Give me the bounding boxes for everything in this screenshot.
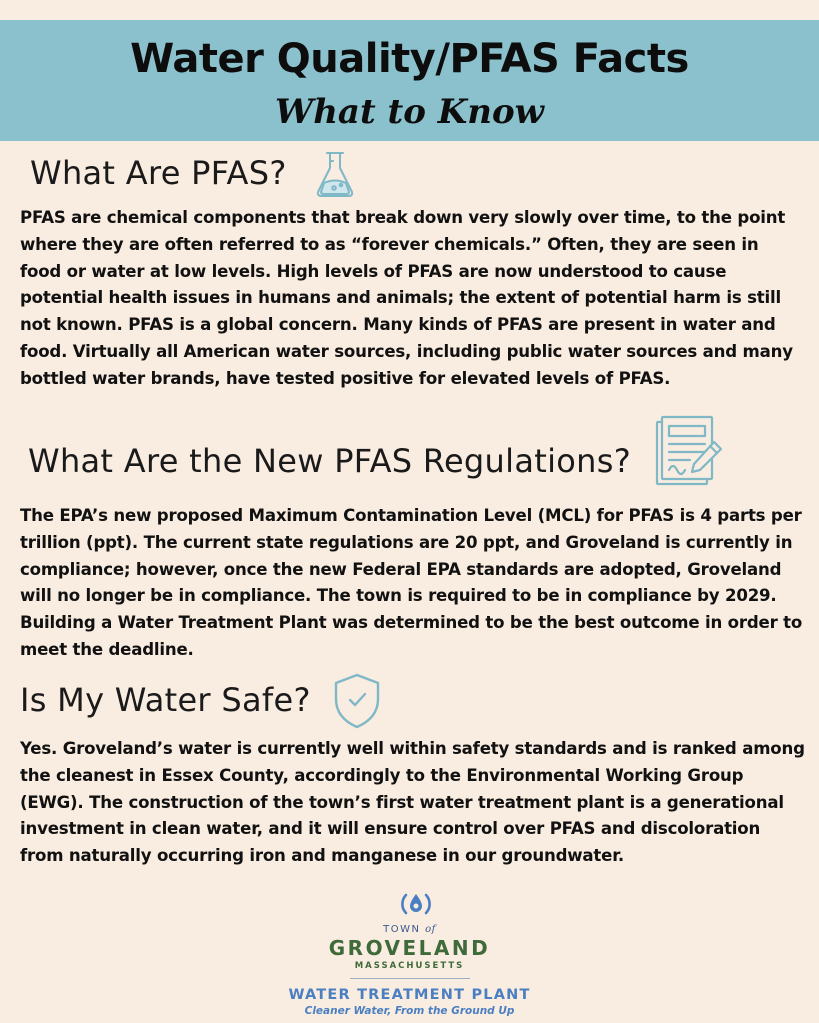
section-heading-what-are-pfas: What Are PFAS? <box>30 154 287 192</box>
water-drop-cycle-icon <box>398 886 434 922</box>
section-body-is-my-water-safe: Yes. Groveland’s water is currently well within safety standards and is ranked among the cleanest in Essex County, accordingly to the Environmental Working Group (EWG). The construction of the town’s first water treatment plant is a generational investment in clean water, and it will ensure control over PFAS and discoloration from naturally occurring iron and manganese in our groundwater. <box>20 739 805 866</box>
page-title: Water Quality/PFAS Facts <box>130 36 689 82</box>
document-pen-icon <box>654 414 726 488</box>
footer-program: WATER TREATMENT PLANT <box>288 987 531 1003</box>
shield-check-icon <box>332 672 382 730</box>
footer-town-prefix: TOWN <box>383 924 421 935</box>
top-strip <box>0 0 819 20</box>
footer-divider <box>350 978 470 979</box>
section-heading-is-my-water-safe: Is My Water Safe? <box>20 681 311 719</box>
section-body-what-are-pfas: PFAS are chemical components that break down very slowly over time, to the point where they are often referred to as “forever chemicals.” Often, they are seen in food or water at low levels. High levels of PFAS are now understood to cause potential health issues in humans and animals; the extent of potential harm is still not known. PFAS is a global concern. Many kinds of PFAS are present in water and food. Virtually all American water sources, including public water sources and many bottled water brands, have tested positive for elevated levels of PFAS. <box>20 208 793 388</box>
page-subtitle: What to Know <box>275 92 544 132</box>
flask-icon <box>314 150 356 200</box>
section-heading-new-regulations: What Are the New PFAS Regulations? <box>28 442 631 480</box>
footer-town-of <box>0 924 819 935</box>
footer-tagline: Cleaner Water, From the Ground Up <box>304 1005 515 1017</box>
section-body-new-regulations: The EPA’s new proposed Maximum Contamination Level (MCL) for PFAS is 4 parts per trillion (ppt). The current state regulations are 20 ppt, and Groveland is currently in compliance; however, once the new Federal EPA standards are adopted, Groveland will no longer be in compliance. The town is required to be in compliance by 2029. Building a Water Treatment Plant was determined to be the best outcome in order to meet the deadline. <box>20 506 803 659</box>
header-band <box>0 20 819 141</box>
footer-town-of-word: of <box>425 924 436 935</box>
footer-town-name: GROVELAND <box>328 936 491 960</box>
footer-state: MASSACHUSETTS <box>354 961 465 971</box>
